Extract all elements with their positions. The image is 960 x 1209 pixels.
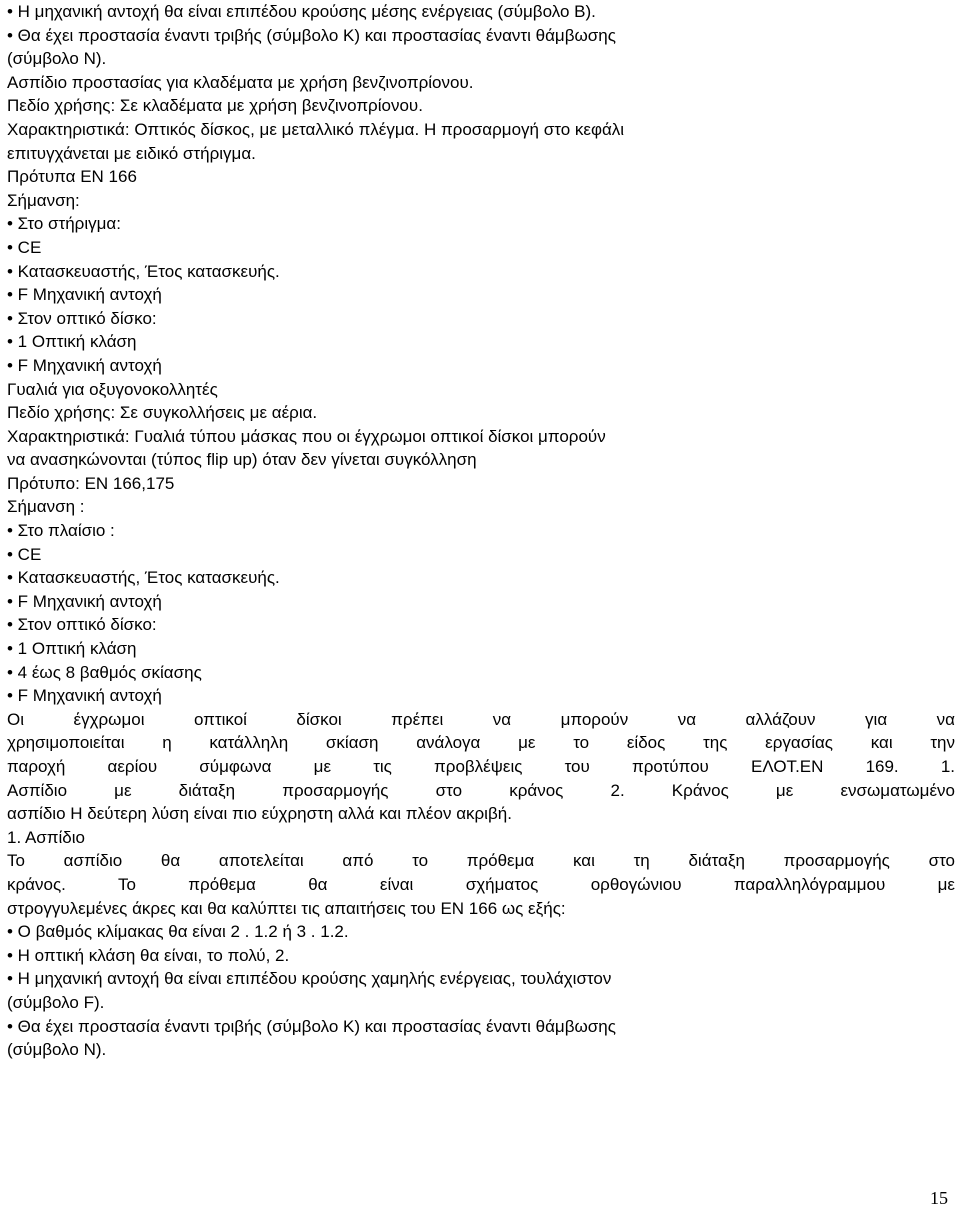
text-line: • F Μηχανική αντοχή — [7, 591, 162, 611]
text-line: • Ο βαθμός κλίμακας θα είναι 2 . 1.2 ή 3 . 1.2. — [7, 922, 349, 942]
text-line: • Η μηχανική αντοχή θα είναι επιπέδου κρούσης μέσης ενέργειας (σύμβολο Β). — [7, 2, 596, 21]
text-line: (σύμβολο Ν). — [7, 49, 107, 69]
text-line: • Στο στήριγμα: — [7, 214, 121, 234]
text-line: • 1 Οπτική κλάση — [7, 332, 137, 352]
text-line: • Κατασκευαστής, Έτος κατασκευής. — [7, 261, 280, 281]
text-line: Οι έγχρωμοι οπτικοί δίσκοι πρέπει να μπορούν να αλλάζουν για να — [7, 709, 955, 729]
text-line: κράνος. Το πρόθεμα θα είναι σχήματος ορθογώνιου παραλληλόγραμμου με — [7, 874, 955, 894]
text-line: Πρότυπα ΕΝ 166 — [7, 167, 137, 187]
text-line: Πρότυπο: ΕΝ 166,175 — [7, 473, 175, 493]
text-line: • 1 Οπτική κλάση — [7, 639, 137, 659]
text-line: Πεδίο χρήσης: Σε συγκολλήσεις με αέρια. — [7, 403, 318, 423]
text-line: επιτυγχάνεται με ειδικό στήριγμα. — [7, 143, 256, 163]
text-line: Σήμανση: — [7, 190, 80, 210]
text-line: • F Μηχανική αντοχή — [7, 686, 162, 706]
text-line: • Κατασκευαστής, Έτος κατασκευής. — [7, 568, 280, 588]
text-line: Ασπίδιο προστασίας για κλαδέματα με χρήση βενζινοπρίονου. — [7, 72, 474, 92]
text-line: • F Μηχανική αντοχή — [7, 285, 162, 305]
text-line: Σήμανση : — [7, 497, 85, 517]
text-line: • Η οπτική κλάση θα είναι, το πολύ, 2. — [7, 945, 290, 965]
text-line: χρησιμοποιείται η κατάλληλη σκίαση ανάλογα με το είδος της εργασίας και την — [7, 733, 955, 753]
text-line: • Στον οπτικό δίσκο: — [7, 308, 157, 328]
text-line: Χαρακτηριστικά: Γυαλιά τύπου μάσκας που οι έγχρωμοι οπτικοί δίσκοι μπορούν — [7, 426, 606, 446]
text-line: (σύμβολο Ν). — [7, 1040, 107, 1060]
text-line: • Θα έχει προστασία έναντι τριβής (σύμβολο Κ) και προστασίας έναντι θάμβωσης — [7, 25, 616, 45]
text-line: 1. Ασπίδιο — [7, 827, 85, 847]
text-line: παροχή αερίου σύμφωνα με τις προβλέψεις του προτύπου ΕΛΟΤ.ΕΝ 169. 1. — [7, 757, 955, 776]
text-line: Το ασπίδιο θα αποτελείται από το πρόθεμα και τη διάταξη προσαρμογής στο — [7, 851, 955, 871]
document-body — [7, 0, 955, 1062]
text-line: • CE — [7, 544, 42, 564]
text-line: • 4 έως 8 βαθμός σκίασης — [7, 662, 202, 682]
text-line: στρογγυλεμένες άκρες και θα καλύπτει τις απαιτήσεις του ΕΝ 166 ως εξής: — [7, 898, 566, 918]
text-line: • CE — [7, 237, 42, 257]
text-line: (σύμβολο F). — [7, 992, 105, 1012]
text-line: Χαρακτηριστικά: Οπτικός δίσκος, με μεταλλικό πλέγμα. Η προσαρμογή στο κεφάλι — [7, 119, 625, 139]
text-line: • Θα έχει προστασία έναντι τριβής (σύμβολο Κ) και προστασίας έναντι θάμβωσης — [7, 1016, 616, 1036]
text-line: • F Μηχανική αντοχή — [7, 355, 162, 375]
page-number: 15 — [930, 1188, 948, 1208]
text-line: • Η μηχανική αντοχή θα είναι επιπέδου κρούσης χαμηλής ενέργειας, τουλάχιστον — [7, 969, 612, 989]
text-line: Γυαλιά για οξυγονοκολλητές — [7, 379, 218, 399]
text-line: Ασπίδιο με διάταξη προσαρμογής στο κράνος 2. Κράνος με ενσωματωμένο — [7, 780, 955, 800]
text-line: Πεδίο χρήσης: Σε κλαδέματα με χρήση βενζινοπρίονου. — [7, 96, 423, 116]
text-line: • Στον οπτικό δίσκο: — [7, 615, 157, 635]
text-line: να ανασηκώνονται (τύπος flip up) όταν δεν γίνεται συγκόλληση — [7, 450, 477, 470]
text-line: ασπίδιο Η δεύτερη λύση είναι πιο εύχρηστη αλλά και πλέον ακριβή. — [7, 804, 512, 824]
text-line: • Στο πλαίσιο : — [7, 521, 115, 541]
